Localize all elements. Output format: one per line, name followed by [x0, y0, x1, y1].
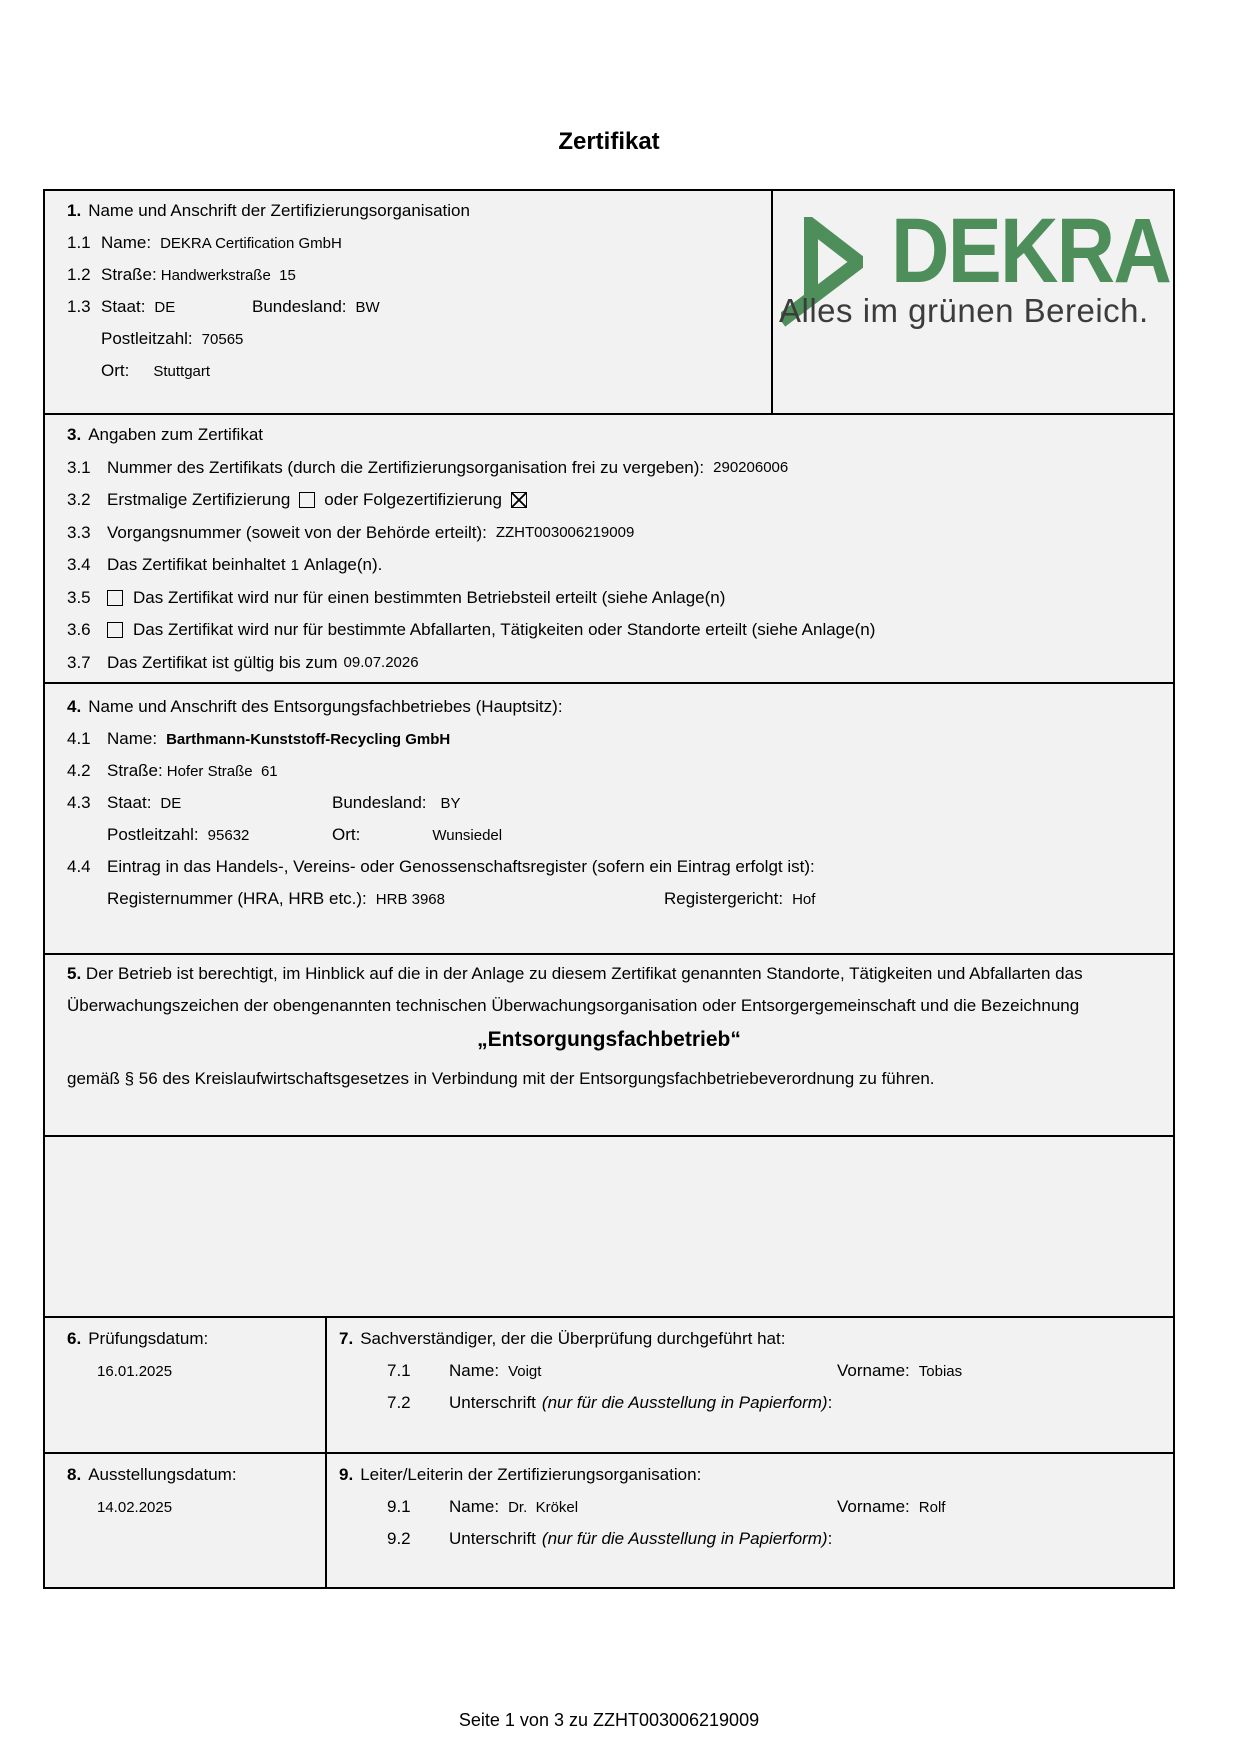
field-value: Handwerkstraße 15	[160, 266, 296, 284]
field-register-number	[67, 883, 1173, 915]
dekra-logo	[773, 191, 1173, 413]
field-value: Hof	[792, 890, 816, 908]
section-6-7-box	[43, 1316, 1175, 1454]
section-number: 3.	[67, 425, 82, 445]
section-3-heading	[67, 419, 1173, 452]
field-value: 95632	[207, 826, 250, 844]
section-heading-text: Angaben zum Zertifikat	[88, 425, 263, 445]
field-betriebsteil	[67, 582, 1173, 615]
field-bundesland	[332, 793, 461, 813]
field-number: 3.2	[67, 490, 91, 510]
field-pruefungsdatum	[67, 1355, 325, 1387]
field-value: Dr. Krökel	[508, 1498, 579, 1516]
field-label: Postleitzahl:	[101, 329, 193, 348]
checkbox-limited-icon	[107, 622, 123, 638]
field-label: Nummer des Zertifikats (durch die Zertifizierungsorganisation frei zu vergeben):	[107, 457, 705, 477]
field-value: Stuttgart	[153, 362, 211, 380]
field-signature	[387, 1387, 1173, 1419]
field-register-court	[664, 889, 815, 909]
entsorgungsfachbetrieb-title: „Entsorgungsfachbetrieb“	[477, 1028, 741, 1051]
field-label: Bundesland:	[252, 297, 347, 316]
section-8-9-box	[43, 1452, 1175, 1589]
field-label: Name:	[449, 1497, 500, 1516]
page-title: Zertifikat	[558, 128, 660, 155]
field-label: Vorname:	[837, 1497, 910, 1516]
section-8-heading	[67, 1459, 325, 1491]
field-number: 3.1	[67, 457, 91, 477]
field-colon: :	[827, 1529, 833, 1548]
field-ausstellungsdatum	[67, 1491, 325, 1523]
field-value: HRB 3968	[375, 890, 445, 908]
section-number: 7.	[339, 1329, 354, 1348]
field-value: Wunsiedel	[432, 826, 503, 844]
field-label: Das Zertifikat ist gültig bis zum	[107, 652, 338, 672]
section-number: 8.	[67, 1465, 82, 1484]
section-1	[45, 191, 773, 413]
section-number: 9.	[339, 1465, 354, 1484]
field-number: 3.3	[67, 522, 91, 542]
section-number: 1.	[67, 201, 82, 220]
section-5-paragraph	[67, 958, 1151, 1021]
section-6	[45, 1318, 327, 1452]
field-state	[67, 291, 771, 323]
field-street	[67, 755, 1173, 787]
field-label: Das Zertifikat wird nur für bestimmte Abfallarten, Tätigkeiten oder Standorte erteilt (siehe Anlage(n)	[133, 620, 876, 640]
field-bundesland	[252, 297, 380, 317]
field-value: DE	[160, 794, 182, 812]
field-label: Unterschrift	[449, 1529, 536, 1548]
checkbox-folge-icon	[511, 492, 527, 508]
section-6-heading	[67, 1323, 325, 1355]
field-number: 4.2	[67, 761, 91, 780]
field-city	[332, 825, 502, 845]
field-state	[67, 787, 1173, 819]
field-value: DE	[154, 298, 176, 316]
section-1-heading	[67, 195, 771, 227]
field-number: 1.1	[67, 233, 91, 252]
field-label: Straße:	[107, 761, 163, 780]
section-5-text: Der Betrieb ist berechtigt, im Hinblick auf die in der Anlage zu diesem Zertifikat genannten Standorte, Tätigkeiten und Abfallarten das Überwachungszeichen der obengenannten technischen Überwachungsorganisation oder Entsorgergemeinschaft und die Bezeichnung	[67, 964, 1083, 1015]
section-5-box	[43, 953, 1175, 1137]
field-label: Prüfungsdatum:	[88, 1329, 209, 1348]
field-register	[67, 851, 1173, 883]
field-value: 290206006	[713, 459, 789, 477]
field-label: Staat:	[107, 793, 152, 812]
field-label: Vorgangsnummer (soweit von der Behörde erteilt):	[107, 522, 487, 542]
section-8	[45, 1454, 327, 1587]
signature-note: (nur für die Ausstellung in Papierform)	[541, 1393, 828, 1412]
field-name	[67, 227, 771, 259]
field-city	[67, 355, 771, 387]
field-label: Bundesland:	[332, 793, 427, 812]
field-value: 1	[290, 556, 299, 574]
field-valid-until	[67, 647, 1173, 680]
checkbox-erstmalige-icon	[299, 492, 315, 508]
section-7	[327, 1318, 1173, 1452]
section-number: 5.	[67, 964, 82, 983]
field-label: Registernummer (HRA, HRB etc.):	[107, 889, 367, 908]
section-9-heading	[339, 1459, 1173, 1491]
field-cert-number	[67, 452, 1173, 485]
field-label: Name:	[101, 233, 152, 252]
field-signature	[387, 1523, 1173, 1555]
dekra-tagline: Alles im grünen Bereich.	[779, 292, 1149, 329]
field-number: 3.5	[67, 587, 91, 607]
section-7-heading	[339, 1323, 1173, 1355]
field-value: 09.07.2026	[343, 654, 419, 672]
field-limited	[67, 614, 1173, 647]
section-1-box	[43, 189, 1175, 415]
field-label: Name:	[107, 729, 158, 748]
field-value: 70565	[201, 330, 244, 348]
field-label: Name:	[449, 1361, 500, 1380]
field-number: 3.7	[67, 652, 91, 672]
field-name	[67, 723, 1173, 755]
field-number: 3.4	[67, 555, 91, 575]
field-label: Straße:	[101, 265, 157, 284]
section-heading-text: Name und Anschrift des Entsorgungsfachbetriebes (Hauptsitz):	[88, 697, 563, 716]
field-vorname	[837, 1497, 945, 1517]
field-label: Eintrag in das Handels-, Vereins- oder Genossenschaftsregister (sofern ein Eintrag erfolgt ist):	[107, 857, 815, 876]
field-number: 7.1	[387, 1361, 411, 1380]
field-value: BW	[355, 298, 380, 316]
field-vorname	[837, 1361, 962, 1381]
field-leader-name	[387, 1491, 1173, 1523]
empty-box	[43, 1135, 1175, 1318]
field-number: 9.1	[387, 1497, 411, 1516]
field-label: oder Folgezertifizierung	[324, 490, 502, 510]
field-number: 1.3	[67, 297, 91, 316]
field-cert-type	[67, 484, 1173, 517]
page-footer: Seite 1 von 3 zu ZZHT003006219009	[458, 1710, 760, 1730]
field-label: Das Zertifikat beinhaltet	[107, 555, 286, 575]
field-number: 1.2	[67, 265, 91, 284]
field-label: Ausstellungsdatum:	[88, 1465, 237, 1484]
field-expert-name	[387, 1355, 1173, 1387]
field-value: ZZHT003006219009	[495, 524, 635, 542]
field-value: DEKRA Certification GmbH	[160, 234, 342, 252]
section-9	[327, 1454, 1173, 1587]
certificate-body	[43, 189, 1175, 1589]
field-label: Staat:	[101, 297, 146, 316]
field-value: Barthmann-Kunststoff-Recycling GmbH	[166, 730, 451, 748]
field-label: Erstmalige Zertifizierung	[107, 490, 291, 510]
field-annex-count	[67, 549, 1173, 582]
field-number: 9.2	[387, 1529, 411, 1548]
dekra-wordmark: DEKRA	[891, 200, 1171, 302]
field-label: Registergericht:	[664, 889, 784, 908]
section-heading-text: Leiter/Leiterin der Zertifizierungsorganisation:	[360, 1465, 702, 1484]
field-proc-number	[67, 517, 1173, 550]
field-label: Postleitzahl:	[107, 825, 199, 844]
field-number: 4.4	[67, 857, 91, 876]
field-street	[67, 259, 771, 291]
field-zip	[67, 323, 771, 355]
signature-note: (nur für die Ausstellung in Papierform)	[541, 1529, 828, 1548]
section-3-box	[43, 413, 1175, 684]
field-value: Voigt	[508, 1362, 542, 1380]
field-value: Rolf	[918, 1498, 946, 1516]
field-number: 4.3	[67, 793, 91, 812]
field-value: 14.02.2025	[97, 1498, 173, 1516]
section-heading-text: Sachverständiger, der die Überprüfung durchgeführt hat:	[360, 1329, 786, 1348]
field-label: Ort:	[332, 825, 361, 844]
field-label: Anlage(n).	[303, 555, 383, 575]
field-value: Hofer Straße 61	[166, 762, 278, 780]
field-value: Tobias	[918, 1362, 963, 1380]
field-value: BY	[440, 794, 461, 812]
section-4-box	[43, 682, 1175, 955]
field-number: 3.6	[67, 620, 91, 640]
section-4-heading	[67, 691, 1173, 723]
section-5-closing-text: gemäß § 56 des Kreislaufwirtschaftsgesetzes in Verbindung mit der Entsorgungsfachbetriebeverordnung zu führen.	[67, 1069, 935, 1088]
field-label: Das Zertifikat wird nur für einen bestimmten Betriebsteil erteilt (siehe Anlage(n)	[133, 587, 726, 607]
field-value: 16.01.2025	[97, 1362, 173, 1380]
section-number: 4.	[67, 697, 82, 716]
field-colon: :	[827, 1393, 833, 1412]
field-number: 7.2	[387, 1393, 411, 1412]
field-label: Vorname:	[837, 1361, 910, 1380]
field-label: Ort:	[101, 361, 130, 380]
checkbox-betriebsteil-icon	[107, 590, 123, 606]
section-number: 6.	[67, 1329, 82, 1348]
field-number: 4.1	[67, 729, 91, 748]
section-heading-text: Name und Anschrift der Zertifizierungsorganisation	[88, 201, 470, 220]
field-zip-city	[67, 819, 1173, 851]
field-label: Unterschrift	[449, 1393, 536, 1412]
